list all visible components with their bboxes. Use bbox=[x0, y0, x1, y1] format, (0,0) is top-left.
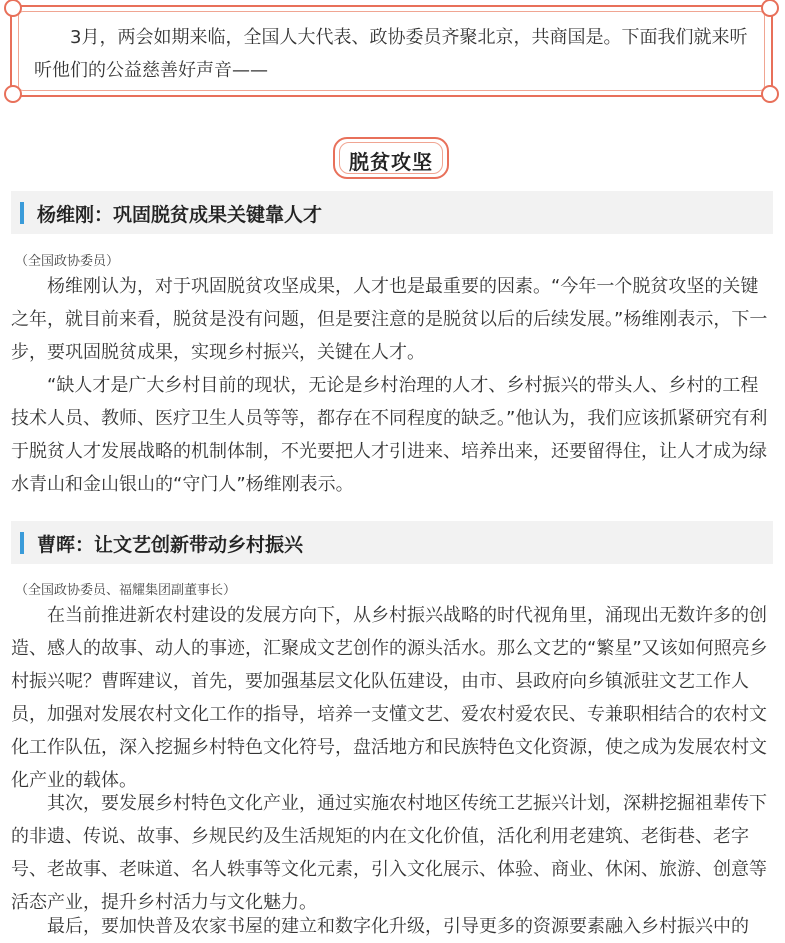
body-paragraph: 其次，要发展乡村特色文化产业，通过实施农村地区传统工艺振兴计划，深耕挖掘祖辈传下的非遗、传说、故事、乡规民约及生活规矩的内在文化价值，活化利用老建筑、老街巷、老字号、老故事、老味道、名人轶事等文化元素，引入文化展示、体验、商业、休闲、旅游、创意等活态产业，提升乡村活力与文化魅力。 bbox=[11, 793, 767, 913]
corner-ornament bbox=[761, 0, 779, 17]
body-paragraph: 杨维刚认为，对于巩固脱贫攻坚成果，人才也是最重要的因素。“今年一个脱贫攻坚的关键之年，就目前来看，脱贫是没有问题，但是要注意的是脱贫以后的后续发展。”杨维刚表示，下一步，要巩固脱贫成果，实现乡村振兴，关键在人才。 bbox=[11, 276, 768, 363]
body-paragraph: “缺人才是广大乡村目前的现状，无论是乡村治理的人才、乡村振兴的带头人、乡村的工程技术人员、教师、医疗卫生人员等等，都存在不同程度的缺乏。”他认为，我们应该抓紧研究有利于脱贫人才发展战略的机制体制，不光要把人才引进来、培养出来，还要留得住，让人才成为绿水青山和金山银山的“守门人”杨维刚表示。 bbox=[11, 375, 768, 495]
person-heading-bar bbox=[11, 521, 773, 564]
person-heading: 杨维刚：巩固脱贫成果关键靠人才 bbox=[37, 204, 323, 226]
section-badge-label: 脱贫攻坚 bbox=[349, 150, 433, 174]
corner-ornament bbox=[761, 85, 779, 103]
person-heading: 曹晖：让文艺创新带动乡村振兴 bbox=[37, 534, 304, 556]
person-role: （全国政协委员、福耀集团副董事长） bbox=[15, 583, 237, 598]
section-badge bbox=[333, 137, 449, 179]
person-role: （全国政协委员） bbox=[15, 254, 120, 269]
heading-accent-bar bbox=[20, 532, 24, 554]
corner-ornament bbox=[4, 85, 22, 103]
heading-accent-bar bbox=[20, 202, 24, 224]
intro-text: 3月，两会如期来临，全国人大代表、政协委员齐聚北京，共商国是。下面我们就来听听他们的公益慈善好声音—— bbox=[34, 27, 748, 81]
intro-box bbox=[10, 5, 773, 97]
person-heading-bar bbox=[11, 191, 773, 234]
body-paragraph: 在当前推进新农村建设的发展方向下，从乡村振兴战略的时代视角里，涌现出无数许多的创造、感人的故事、动人的事迹，汇聚成文艺创作的源头活水。那么文艺的“繁星”又该如何照亮乡村振兴呢？曹晖建议，首先，要加强基层文化队伍建设，由市、县政府向乡镇派驻文艺工作人员，加强对发展农村文化工作的指导，培养一支懂文艺、爱农村爱农民、专兼职相结合的农村文化工作队伍，深入挖掘乡村特色文化符号，盘活地方和民族特色文化资源，使之成为发展农村文化产业的载体。 bbox=[11, 605, 768, 791]
body-paragraph: 最后，要加快普及农家书屋的建立和数字化升级，引导更多的资源要素融入乡村振兴中的 bbox=[47, 916, 749, 937]
